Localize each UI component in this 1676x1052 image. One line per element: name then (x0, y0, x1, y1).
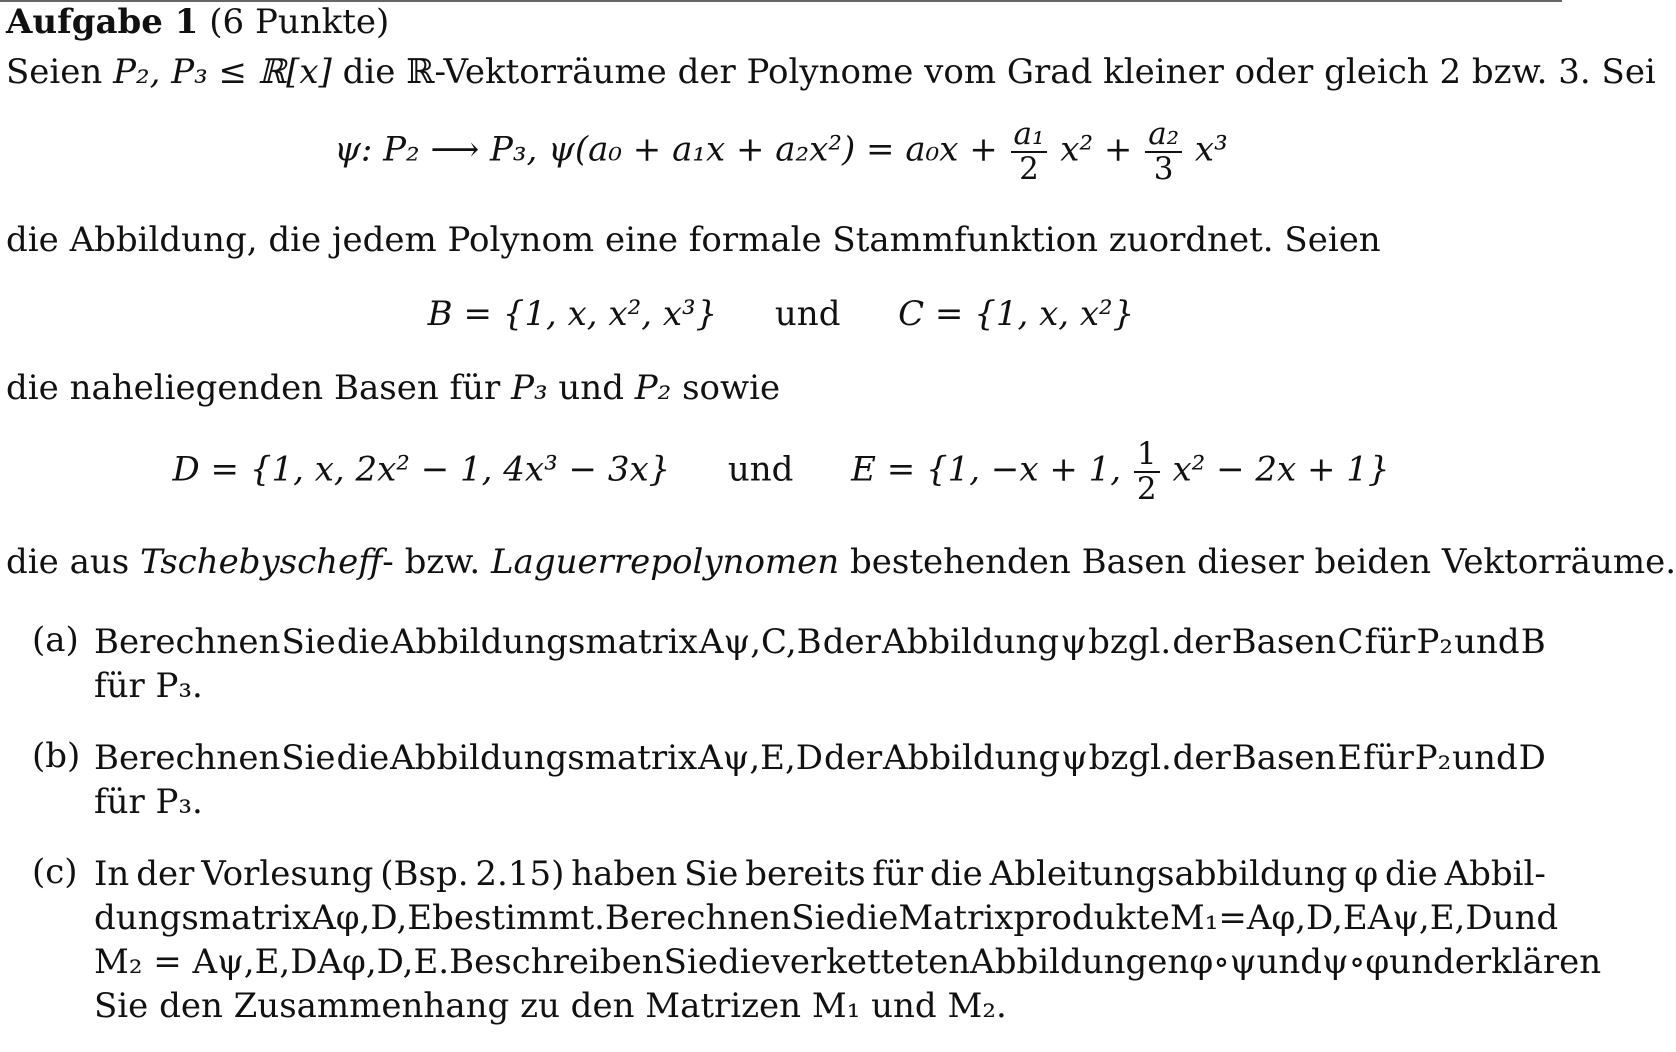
task-word: = (1218, 898, 1247, 938)
fraction-a2-over-3 (1145, 118, 1182, 185)
task-line (94, 852, 1546, 896)
task-word: der (136, 854, 195, 894)
task-word: C (1337, 622, 1364, 662)
task-word: Abbildungsmatrix (390, 738, 698, 778)
task-word: Berechnen (94, 622, 281, 662)
task-word: Berechnen (604, 898, 792, 938)
basis-c: C = {1, x, x²} (898, 294, 1135, 334)
bases-bc-formula (0, 294, 1562, 335)
formula-text: ψ: P₂ ⟶ P₃, ψ(a₀ + a₁x + a₂x²) = a₀x + (334, 129, 998, 170)
task-word: ψ (1060, 622, 1087, 662)
intro-math: P₂, P₃ ≤ ℝ[x] (113, 52, 332, 92)
task-word: Vorlesung (201, 854, 374, 894)
fraction-1-over-2 (1134, 438, 1160, 505)
task-word: der (1172, 622, 1231, 662)
task-word: die (717, 942, 771, 982)
task-body (94, 620, 1546, 708)
task-word: der (823, 738, 883, 778)
intro-text: Seien (6, 52, 103, 92)
task-word: der (1172, 738, 1231, 778)
intro-text: die aus (6, 542, 130, 582)
task-word: erklären (1454, 942, 1602, 982)
task-word: für (872, 854, 924, 894)
task-line: für P₃. (94, 666, 203, 706)
task-word: Ableitungsabbildung (989, 854, 1348, 894)
task-word: die (1384, 854, 1438, 894)
task-word: (Bsp. (380, 854, 469, 894)
psi-map-formula (0, 118, 1562, 185)
task-word: bzgl. (1088, 738, 1172, 778)
exercise-title (6, 2, 389, 43)
task-word: In (94, 854, 130, 894)
task-word: P₂ (1416, 622, 1453, 662)
task-word: φ (1354, 854, 1379, 894)
task-word: die (930, 854, 983, 894)
intro-text: sowie (682, 368, 781, 408)
formula-text: x³ (1194, 129, 1228, 170)
fraction-numerator: a₁ (1011, 118, 1048, 153)
task-body (94, 736, 1546, 824)
task-word: Basen (1231, 738, 1337, 778)
intro-paragraph-4 (6, 542, 1676, 583)
task-line: Sie den Zusammenhang zu den Matrizen M₁ und M₂. (94, 986, 1007, 1026)
task-word: Berechnen (94, 738, 281, 778)
task-label: (a) (32, 620, 79, 660)
exercise-title-label: Aufgabe 1 (6, 2, 199, 42)
basis-b: B = {1, x, x², x³} (427, 294, 718, 334)
fraction-a1-over-2 (1011, 118, 1048, 185)
fraction-denominator: 2 (1019, 150, 1039, 187)
exercise-points: (6 Punkte) (209, 2, 390, 42)
task-word: Matrixprodukte (898, 898, 1170, 938)
emphasis-tschebyscheff: Tschebyscheff (140, 542, 383, 582)
task-word: die (336, 738, 390, 778)
task-word: Sie (791, 898, 846, 938)
task-word: Sie (663, 942, 718, 982)
task-word: Aψ,E,D (698, 738, 824, 778)
task-word: ψ (1061, 738, 1088, 778)
task-word: D (1518, 738, 1546, 778)
task-word: und (1389, 942, 1455, 982)
task-word: Basen (1231, 622, 1337, 662)
task-word: φ∘ψ (1189, 942, 1257, 982)
task-word: M₂ = Aψ,E,DAφ,D,E. (94, 942, 450, 982)
task-word: E (1337, 738, 1363, 778)
task-word: und (1452, 738, 1518, 778)
und-text: und (727, 449, 794, 490)
task-word: bzgl. (1088, 622, 1172, 662)
task-label: (c) (32, 852, 78, 892)
intro-paragraph-1 (6, 52, 1656, 93)
task-word: die (336, 622, 390, 662)
task-line (94, 896, 1559, 940)
intro-paragraph-2: die Abbildung, die jedem Polynom eine formale Stammfunktion zuordnet. Seien (6, 220, 1381, 260)
task-word: Abbildung (882, 622, 1060, 662)
emphasis-laguerre: Laguerrepolynomen (490, 542, 840, 582)
intro-math: P₂ (634, 368, 672, 408)
fraction-denominator: 3 (1153, 150, 1174, 187)
task-word: Abbildung (883, 738, 1061, 778)
task-word: der (822, 622, 881, 662)
task-word: 2.15) (475, 854, 565, 894)
task-word: haben (571, 854, 678, 894)
task-word: M₁ (1169, 898, 1219, 938)
task-word: Sie (281, 622, 336, 662)
task-line (94, 620, 1546, 664)
task-word: Sie (684, 854, 739, 894)
task-body (94, 852, 1602, 1028)
task-word: ψ∘φ (1322, 942, 1390, 982)
task-word: die (845, 898, 899, 938)
task-word: bereits (745, 854, 866, 894)
fraction-denominator: 2 (1136, 470, 1157, 507)
task-line (94, 736, 1546, 780)
task-word: Aφ,D,E (311, 898, 433, 938)
basis-e: E = {1, −x + 1, (851, 449, 1122, 490)
basis-d: D = {1, x, 2x² − 1, 4x³ − 3x} (172, 449, 671, 490)
task-word: für (1364, 622, 1416, 662)
fraction-numerator: 1 (1134, 438, 1160, 473)
formula-text: x² + (1060, 129, 1133, 170)
intro-text: bestehenden Basen dieser beiden Vektorräume. (849, 542, 1676, 582)
task-word: für (1363, 738, 1414, 778)
task-line: für P₃. (94, 782, 203, 822)
task-word: Abbildungen (970, 942, 1190, 982)
bases-de-formula (0, 438, 1562, 505)
task-word: Sie (281, 738, 336, 778)
fraction-numerator: a₂ (1145, 118, 1182, 153)
intro-text: - bzw. (382, 542, 481, 582)
intro-paragraph-3 (6, 368, 1550, 409)
basis-e: x² − 2x + 1} (1172, 449, 1390, 490)
task-word: dungsmatrix (94, 898, 312, 938)
und-text: und (774, 294, 841, 334)
intro-text: die naheliegenden Basen für (6, 368, 501, 408)
intro-text: die ℝ-Vektorräume der Polynome vom Grad kleiner oder gleich 2 bzw. 3. Sei (342, 52, 1656, 92)
task-word: Abbildungsmatrix (390, 622, 698, 662)
intro-text: und (558, 368, 624, 408)
intro-math: P₃ (511, 368, 548, 408)
task-word: verketteten (770, 942, 971, 982)
task-label: (b) (32, 736, 81, 776)
task-line (94, 940, 1602, 984)
task-word: Aψ,C,B (699, 622, 822, 662)
task-word: und (1492, 898, 1559, 938)
task-word: und (1256, 942, 1323, 982)
task-word: Beschreiben (449, 942, 664, 982)
task-word: Abbil- (1444, 854, 1546, 894)
task-word: B (1520, 622, 1546, 662)
task-word: bestimmt. (432, 898, 605, 938)
task-word: P₂ (1414, 738, 1452, 778)
task-word: Aφ,D,EAψ,E,D (1246, 898, 1493, 938)
task-word: und (1454, 622, 1520, 662)
